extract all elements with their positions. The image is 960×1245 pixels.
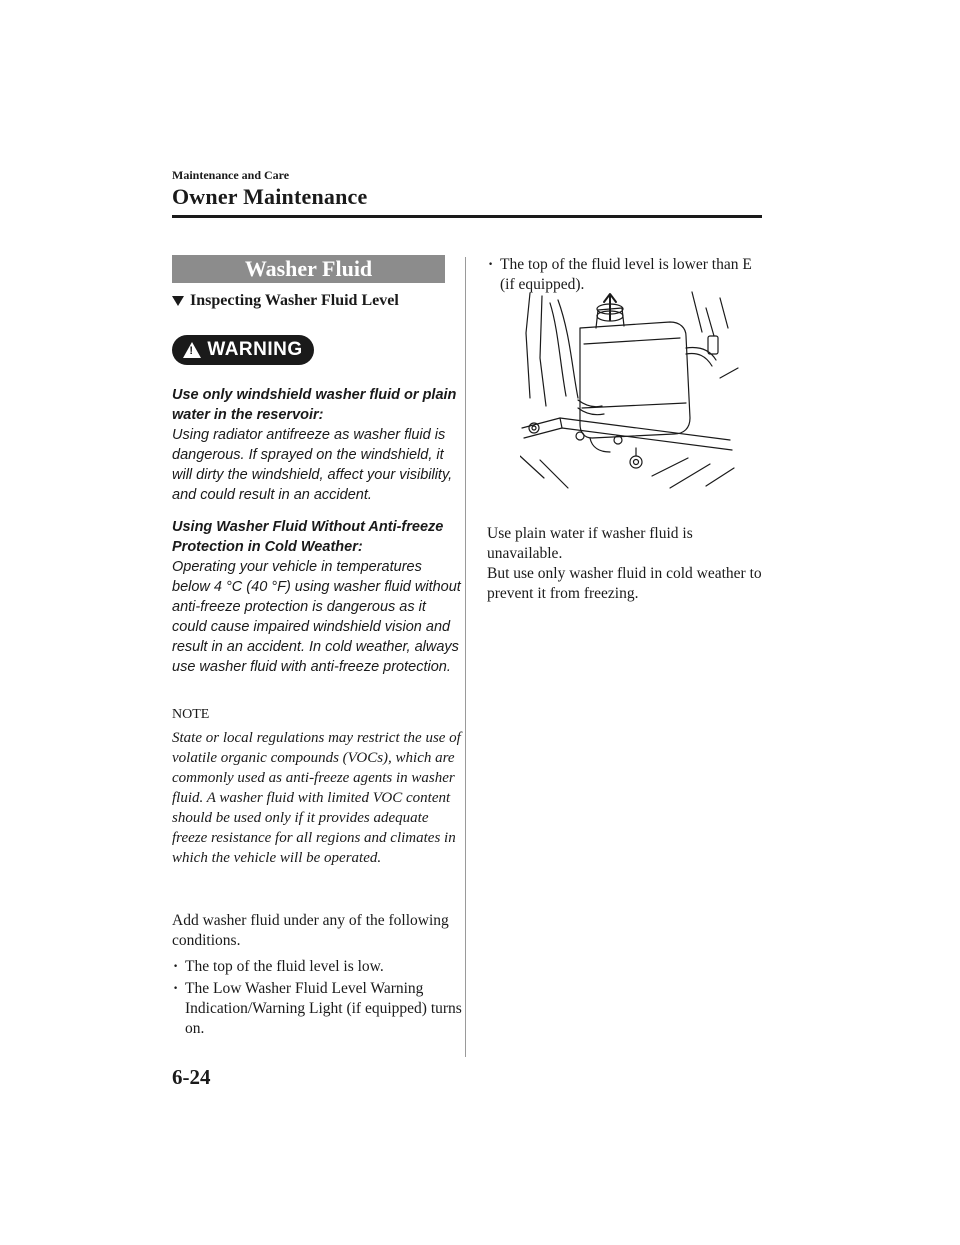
chapter-title: Owner Maintenance bbox=[172, 184, 368, 209]
conditions-list bbox=[172, 957, 462, 1039]
warning-heading: Using Washer Fluid Without Anti-freeze Protection in Cold Weather: bbox=[172, 519, 444, 555]
list-item: · The top of the fluid level is low. bbox=[172, 957, 462, 977]
cold-weather-note: But use only washer fluid in cold weather to prevent it from freezing. bbox=[487, 565, 762, 602]
subheading-text: Inspecting Washer Fluid Level bbox=[190, 292, 399, 309]
column-divider bbox=[465, 257, 466, 1057]
section-banner: Washer Fluid bbox=[172, 255, 445, 283]
warning-triangle-icon: ! bbox=[183, 342, 201, 358]
header-rule bbox=[172, 215, 762, 218]
warning-label: WARNING bbox=[207, 339, 303, 360]
warning-block-antifreeze bbox=[172, 385, 462, 505]
list-item: · The Low Washer Fluid Level Warning Indication/Warning Light (if equipped) turns on. bbox=[172, 979, 462, 1039]
plain-water-note: Use plain water if washer fluid is unavailable. bbox=[487, 525, 693, 562]
warning-heading: Use only windshield washer fluid or plain water in the reservoir: bbox=[172, 387, 457, 423]
warning-body: Operating your vehicle in temperatures below 4 °C (40 °F) using washer fluid without anti-freeze protection is dangerous as it could cause impaired windshield vision and result in an accident. In cold weather, always use washer fluid with anti-freeze protection. bbox=[172, 559, 461, 675]
page-number: 6-24 bbox=[172, 1065, 211, 1089]
warning-badge bbox=[172, 335, 314, 365]
down-triangle-icon bbox=[172, 296, 184, 306]
note-label: NOTE bbox=[172, 707, 210, 722]
conditions-intro: Add washer fluid under any of the following conditions. bbox=[172, 912, 449, 949]
section-label: Maintenance and Care bbox=[172, 168, 290, 182]
subheading bbox=[172, 292, 399, 310]
list-item: · The top of the fluid level is lower than E (if equipped). bbox=[487, 255, 767, 295]
warning-block-cold-weather bbox=[172, 517, 462, 677]
note-text: State or local regulations may restrict the use of volatile organic compounds (VOCs), which are commonly used as anti-freeze agents in washer fluid. A washer fluid with limited VOC content should be used only if it provides adequate freeze resistance for all regions and climates in which the vehicle will be operated. bbox=[172, 730, 461, 866]
warning-body: Using radiator antifreeze as washer fluid is dangerous. If sprayed on the windshield, it will dirty the windshield, affect your visibility, and could result in an accident. bbox=[172, 427, 453, 503]
washer-reservoir-illustration bbox=[520, 288, 740, 493]
